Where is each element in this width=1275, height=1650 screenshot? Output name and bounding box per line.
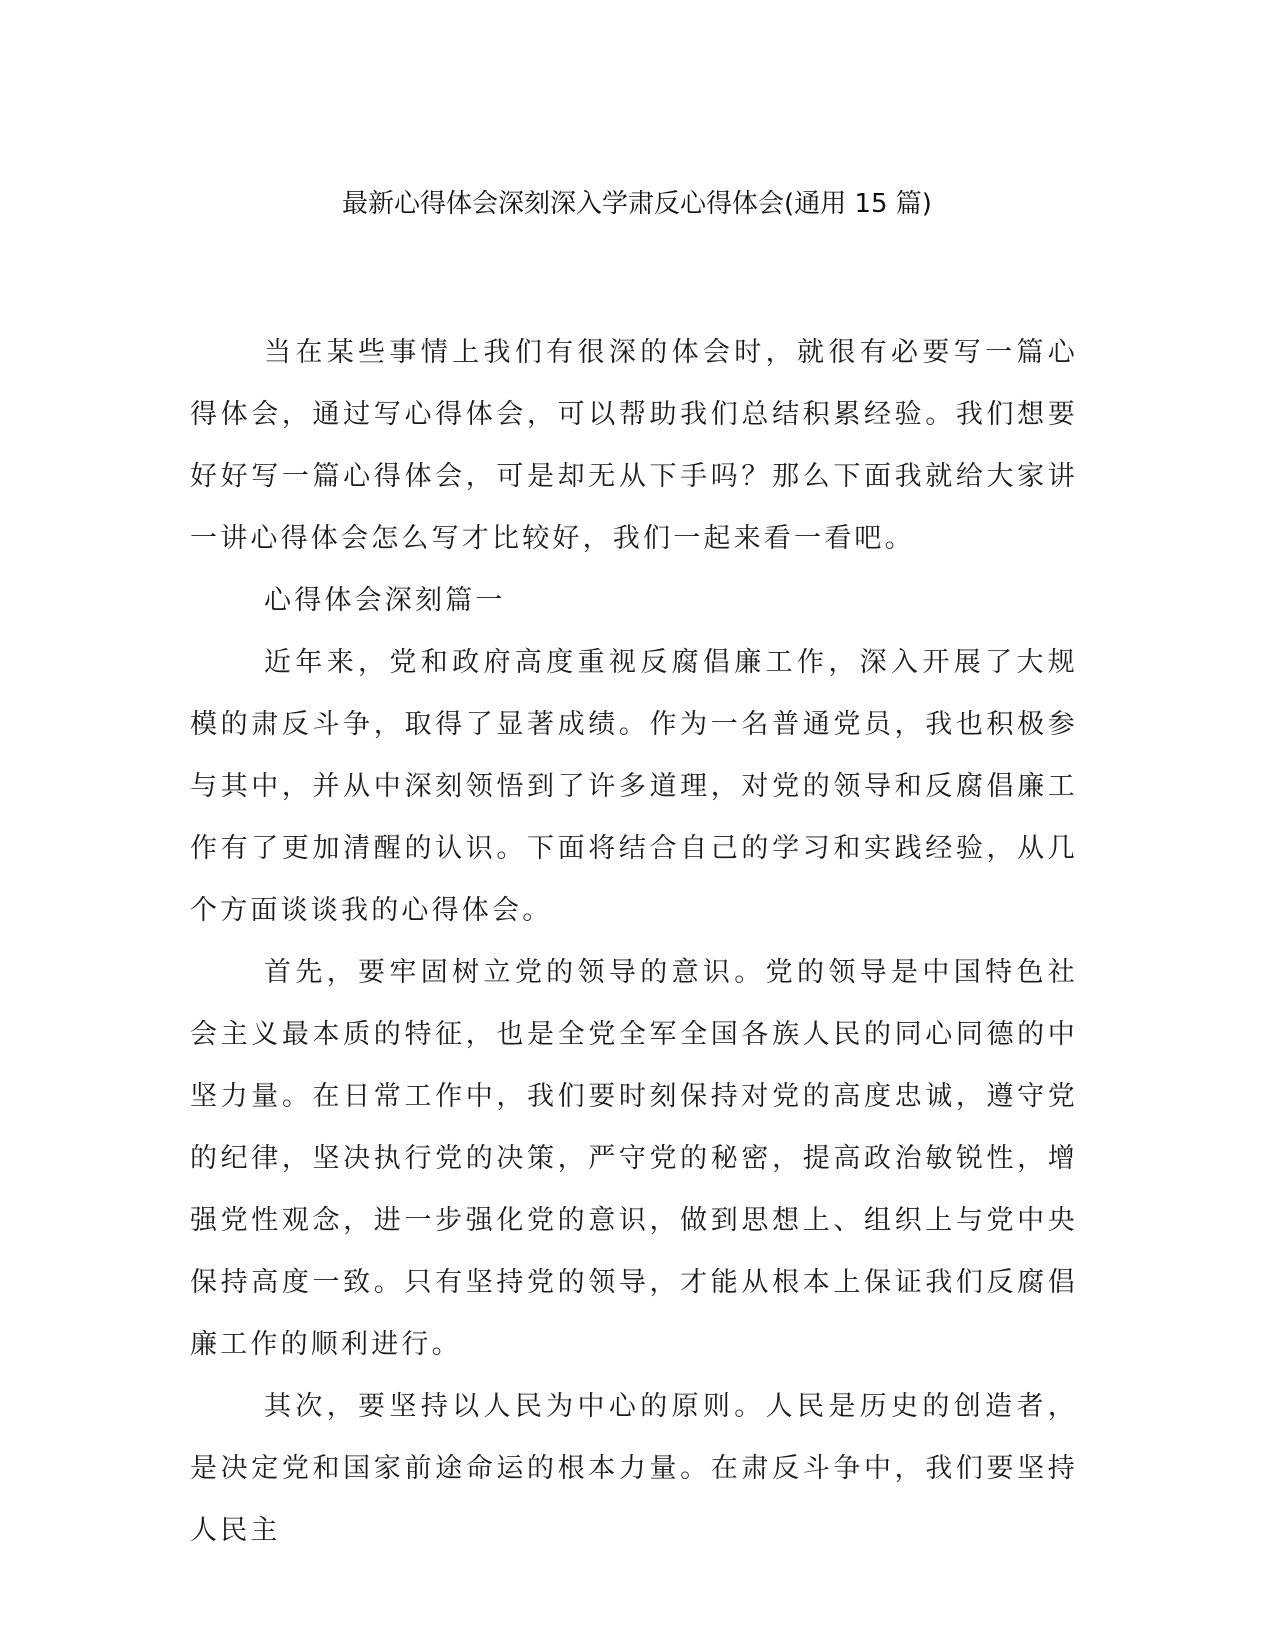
document-title: 最新心得体会深刻深入学肃反心得体会(通用 15 篇): [342, 189, 932, 219]
paragraph-intro: 当在某些事情上我们有很深的体会时，就很有必要写一篇心得体会，通过写心得体会，可以帮助我们总结积累经验。我们想要好好写一篇心得体会，可是却无从下手吗？那么下面我就给大家讲一讲心得体会怎么写才比较好，我们一起来看一看吧。: [190, 337, 1078, 554]
paragraph: 近年来，党和政府高度重视反腐倡廉工作，深入开展了大规模的肃反斗争，取得了显著成绩。作为一名普通党员，我也积极参与其中，并从中深刻领悟到了许多道理，对党的领导和反腐倡廉工作有了更加清醒的认识。下面将结合自己的学习和实践经验，从几个方面谈谈我的心得体会。: [190, 647, 1078, 926]
document-body: [190, 322, 1078, 1562]
paragraph: 其次，要坚持以人民为中心的原则。人民是历史的创造者，是决定党和国家前途命运的根本力量。在肃反斗争中，我们要坚持人民主: [190, 1391, 1078, 1546]
paragraph: 首先，要牢固树立党的领导的意识。党的领导是中国特色社会主义最本质的特征，也是全党全军全国各族人民的同心同德的中坚力量。在日常工作中，我们要时刻保持对党的高度忠诚，遵守党的纪律，坚决执行党的决策，严守党的秘密，提高政治敏锐性，增强党性观念，进一步强化党的意识，做到思想上、组织上与党中央保持高度一致。只有坚持党的领导，才能从根本上保证我们反腐倡廉工作的顺利进行。: [190, 957, 1078, 1360]
section-heading: 心得体会深刻篇一: [264, 585, 506, 616]
